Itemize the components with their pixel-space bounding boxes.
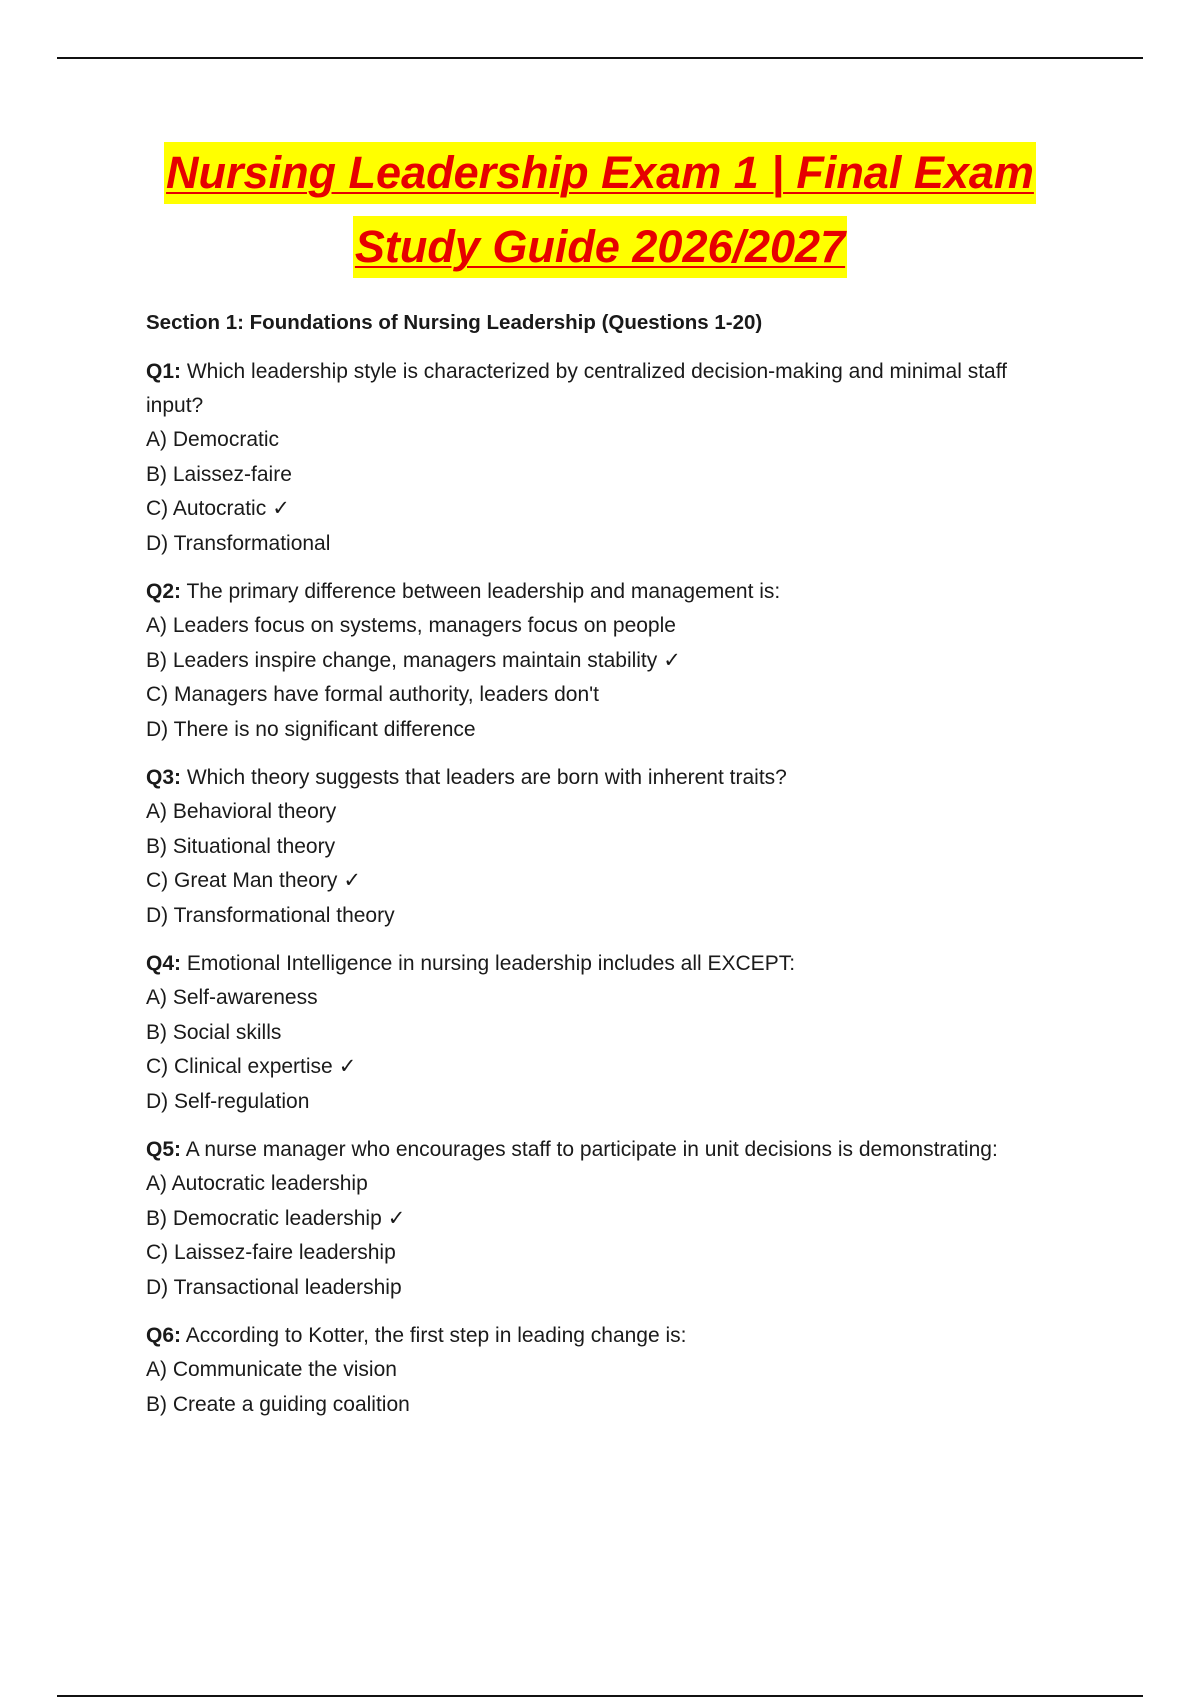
answer-option-text: A) Democratic [146,428,280,451]
question-number: Q6: [146,1324,182,1347]
title-line-1: Nursing Leadership Exam 1 | Final Exam [164,142,1036,204]
answer-option [146,981,1066,1016]
answer-option [146,1016,1066,1051]
answer-option-text: B) Laissez-faire [146,462,292,486]
question-1 [146,355,1066,561]
answer-option [146,899,1066,934]
answer-option-text: B) Leaders inspire change, managers maintain stability [146,648,658,672]
question-4 [146,947,1066,1119]
question-2 [146,575,1066,747]
correct-check-icon: ✓ [663,648,681,672]
question-text: Emotional Intelligence in nursing leadership includes all EXCEPT: [186,952,796,975]
document-title [60,142,1140,278]
answer-option-text: A) Self-awareness [146,986,318,1009]
question-list [146,355,1066,1422]
question-number: Q5: [146,1138,182,1161]
question-stem [146,761,1066,795]
bottom-rule [57,1695,1143,1697]
answer-option-text: A) Behavioral theory [146,800,337,823]
answer-option-text: B) Create a guiding coalition [146,1392,410,1416]
question-text: A nurse manager who encourages staff to participate in unit decisions is demonstrating: [185,1138,998,1161]
answer-option [146,458,1066,493]
answer-option-text: A) Autocratic leadership [146,1172,368,1195]
question-stem [146,355,1066,423]
answer-option-text: D) Self-regulation [146,1089,310,1113]
correct-check-icon: ✓ [343,869,362,892]
answer-option-text: C) Clinical expertise [146,1055,333,1078]
correct-check-icon: ✓ [338,1055,357,1078]
question-number: Q1: [146,360,182,383]
answer-option [146,1050,1066,1085]
correct-check-icon: ✓ [272,497,290,520]
answer-option [146,864,1066,899]
answer-option-text: C) Laissez-faire leadership [146,1241,396,1264]
answer-option-text: B) Democratic leadership [146,1206,382,1230]
answer-option [146,527,1066,562]
answer-option [146,492,1066,527]
question-5 [146,1133,1066,1305]
title-line-2: Study Guide 2026/2027 [353,216,847,278]
question-number: Q4: [146,952,182,975]
answer-option [146,795,1066,830]
question-stem [146,1319,1066,1353]
answer-option-text: A) Leaders focus on systems, managers focus on people [146,614,676,637]
correct-check-icon: ✓ [387,1206,406,1230]
answer-option-text: C) Great Man theory [146,869,338,892]
question-text: Which theory suggests that leaders are born with inherent traits? [186,766,787,789]
top-rule [57,57,1143,59]
answer-option [146,830,1066,865]
question-text: The primary difference between leadership and management is: [186,580,781,603]
answer-option [146,1388,1066,1423]
answer-option [146,1236,1066,1271]
answer-option [146,1271,1066,1306]
answer-option [146,1353,1066,1388]
answer-option [146,644,1066,679]
section-heading: Section 1: Foundations of Nursing Leadership (Questions 1-20) [146,311,763,334]
answer-option [146,1085,1066,1120]
question-stem [146,1133,1066,1167]
answer-option [146,678,1066,713]
question-number: Q2: [146,580,182,603]
answer-option [146,713,1066,748]
question-number: Q3: [146,766,182,789]
answer-option-text: D) Transformational theory [146,903,395,927]
question-6 [146,1319,1066,1422]
question-text: Which leadership style is characterized by centralized decision-making and minimal staff input? [146,360,1008,417]
answer-option [146,423,1066,458]
answer-option-text: B) Situational theory [146,834,336,858]
answer-option-text: C) Autocratic [146,497,267,520]
answer-option [146,1202,1066,1237]
answer-option-text: D) Transactional leadership [146,1275,402,1299]
answer-option-text: B) Social skills [146,1020,282,1044]
answer-option-text: C) Managers have formal authority, leaders don't [146,683,600,706]
answer-option-text: D) Transformational [146,531,331,555]
answer-option-text: D) There is no significant difference [146,717,476,741]
answer-option-text: A) Communicate the vision [146,1358,397,1381]
question-3 [146,761,1066,933]
answer-option [146,1167,1066,1202]
question-stem [146,947,1066,981]
question-text: According to Kotter, the first step in leading change is: [185,1324,687,1347]
answer-option [146,609,1066,644]
question-stem [146,575,1066,609]
document-body [146,306,1066,1436]
